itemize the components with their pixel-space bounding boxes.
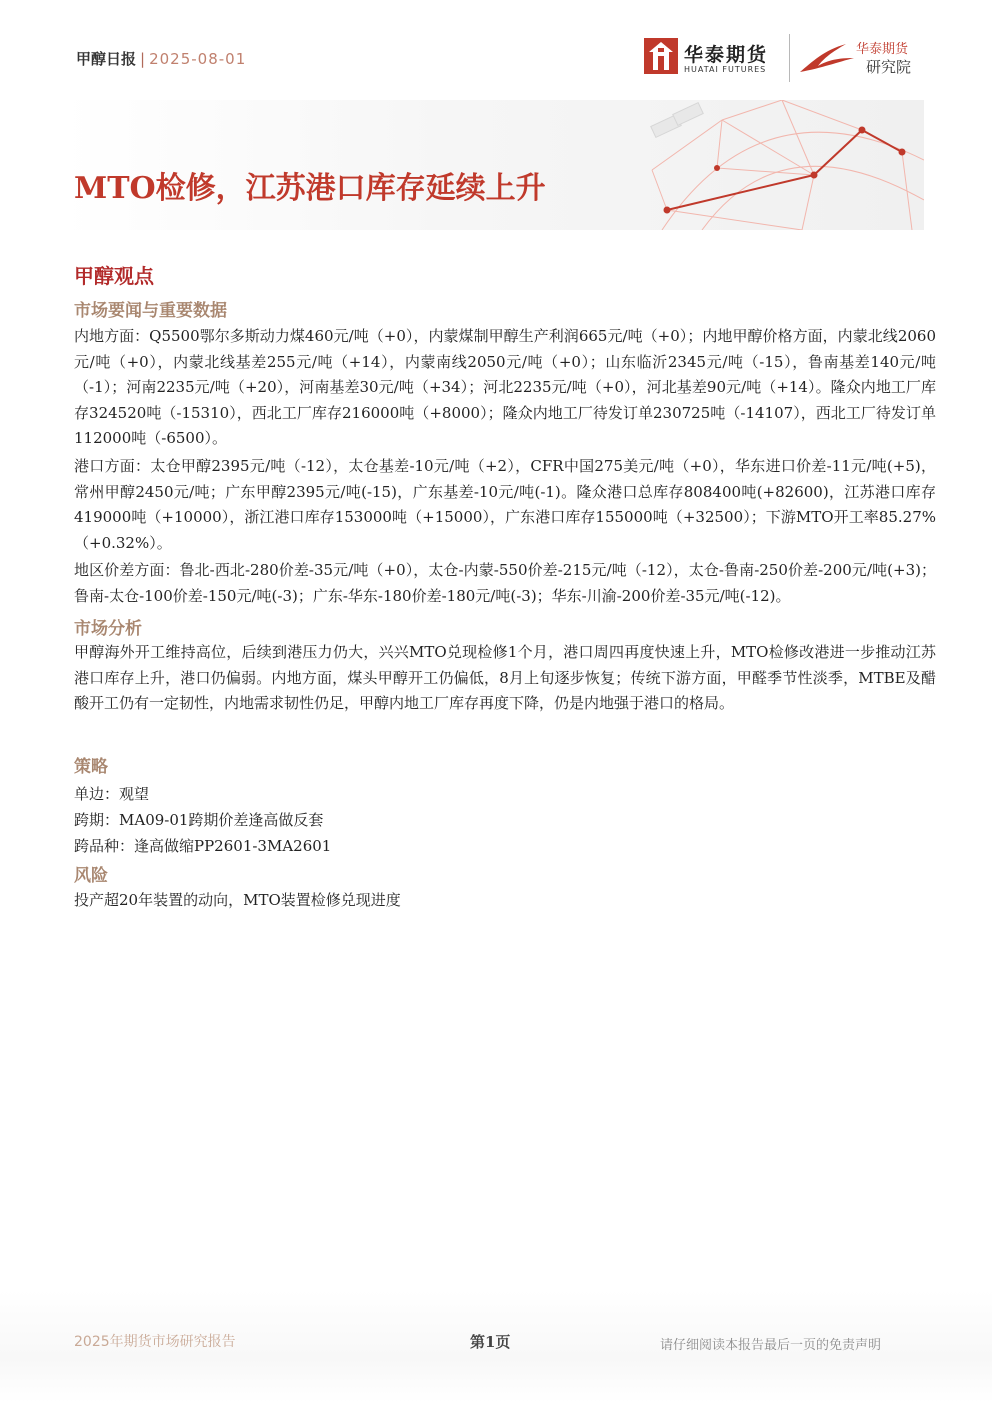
page-header bbox=[0, 0, 992, 90]
logo-divider bbox=[789, 34, 790, 82]
market-analysis-heading: 市场分析 bbox=[74, 619, 142, 639]
market-news-heading: 市场要闻与重要数据 bbox=[74, 301, 227, 321]
risk-heading: 风险 bbox=[74, 866, 108, 886]
logo-chinese-name: 华泰期货 bbox=[684, 44, 769, 66]
footer-disclaimer-note: 请仔细阅读本报告最后一页的免责声明 bbox=[660, 1338, 882, 1353]
section-heading: 甲醇观点 bbox=[74, 264, 154, 288]
institute-line-2: 研究院 bbox=[866, 58, 912, 76]
report-separator: | bbox=[140, 50, 146, 68]
report-date: 2025-08-01 bbox=[149, 50, 247, 68]
research-institute-logo bbox=[798, 36, 928, 80]
footer-report-series: 2025年期货市场研究报告 bbox=[74, 1334, 236, 1350]
strategy-single-side: 单边：观望 bbox=[74, 785, 150, 803]
market-analysis-paragraph: 甲醇海外开工维持高位，后续到港压力仍大，兴兴MTO兑现检修1个月，港口周四再度快速上升，MTO检修改港进一步推动江苏港口库存上升，港口仍偏弱。内地方面，煤头甲醇开工仍偏低，8月上旬逐步恢复；传统下游方面，甲醛季节性淡季，MTBE及醋酸开工仍有一定韧性，内地需求韧性仍足，甲醇内地工厂库存再度下降，仍是内地强于港口的格局。 bbox=[74, 643, 936, 713]
strategy-calendar-spread: 跨期：MA09-01跨期价差逢高做反套 bbox=[74, 811, 324, 829]
huatai-logo-icon bbox=[644, 38, 678, 74]
report-tag bbox=[76, 48, 246, 69]
strategy-heading: 策略 bbox=[74, 757, 108, 777]
port-paragraph: 港口方面：太仓甲醇2395元/吨（-12），太仓基差-10元/吨（+2），CFR中国275美元/吨（+0），华东进口价差-11元/吨(+5)，常州甲醇2450元/吨；广东甲醇2395元/吨(-15)，广东基差-10元/吨(-1)。隆众港口总库存808400吨(+82600)，江苏港口库存419000吨（+10000），浙江港口库存153000吨（+15000），广东港口库存155000吨（+32500）；下游MTO开工率85.27%（+0.32%）。 bbox=[74, 457, 936, 552]
regional-spread-paragraph: 地区价差方面：鲁北-西北-280价差-35元/吨（+0），太仓-内蒙-550价差-215元/吨（-12），太仓-鲁南-250价差-200元/吨(+3)；鲁南-太仓-100价差-150元/吨(-3)；广东-华东-180价差-180元/吨(-3)；华东-川渝-200价差-35元/吨(-12)。 bbox=[74, 561, 936, 605]
footer-page-number: 第1页 bbox=[470, 1333, 511, 1351]
report-title: MTO检修，江苏港口库存延续上升 bbox=[74, 171, 546, 206]
strategy-cross-variety: 跨品种：逢高做缩PP2601-3MA2601 bbox=[74, 837, 332, 855]
inland-paragraph: 内地方面：Q5500鄂尔多斯动力煤460元/吨（+0），内蒙煤制甲醇生产利润665元/吨（+0）；内地甲醇价格方面，内蒙北线2060元/吨（+0），内蒙北线基差255元/吨（+14），内蒙南线2050元/吨（+0）；山东临沂2345元/吨（-15），鲁南基差140元/吨（-1）；河南2235元/吨（+20），河南基差30元/吨（+34）；河北2235元/吨（+0），河北基差90元/吨（+14）。隆众内地工厂库存324520吨（-15310），西北工厂库存216000吨（+8000）；隆众内地工厂待发订单230725吨（-14107），西北工厂待发订单112000吨（-6500）。 bbox=[74, 327, 936, 448]
institute-swoosh-icon bbox=[798, 40, 858, 76]
report-name: 甲醇日报 bbox=[76, 50, 137, 68]
risk-text: 投产超20年装置的动向，MTO装置检修兑现进度 bbox=[74, 891, 401, 909]
institute-line-1: 华泰期货 bbox=[856, 42, 909, 57]
logo-english-name: HUATAI FUTURES bbox=[684, 65, 767, 74]
huatai-futures-logo bbox=[644, 38, 784, 80]
